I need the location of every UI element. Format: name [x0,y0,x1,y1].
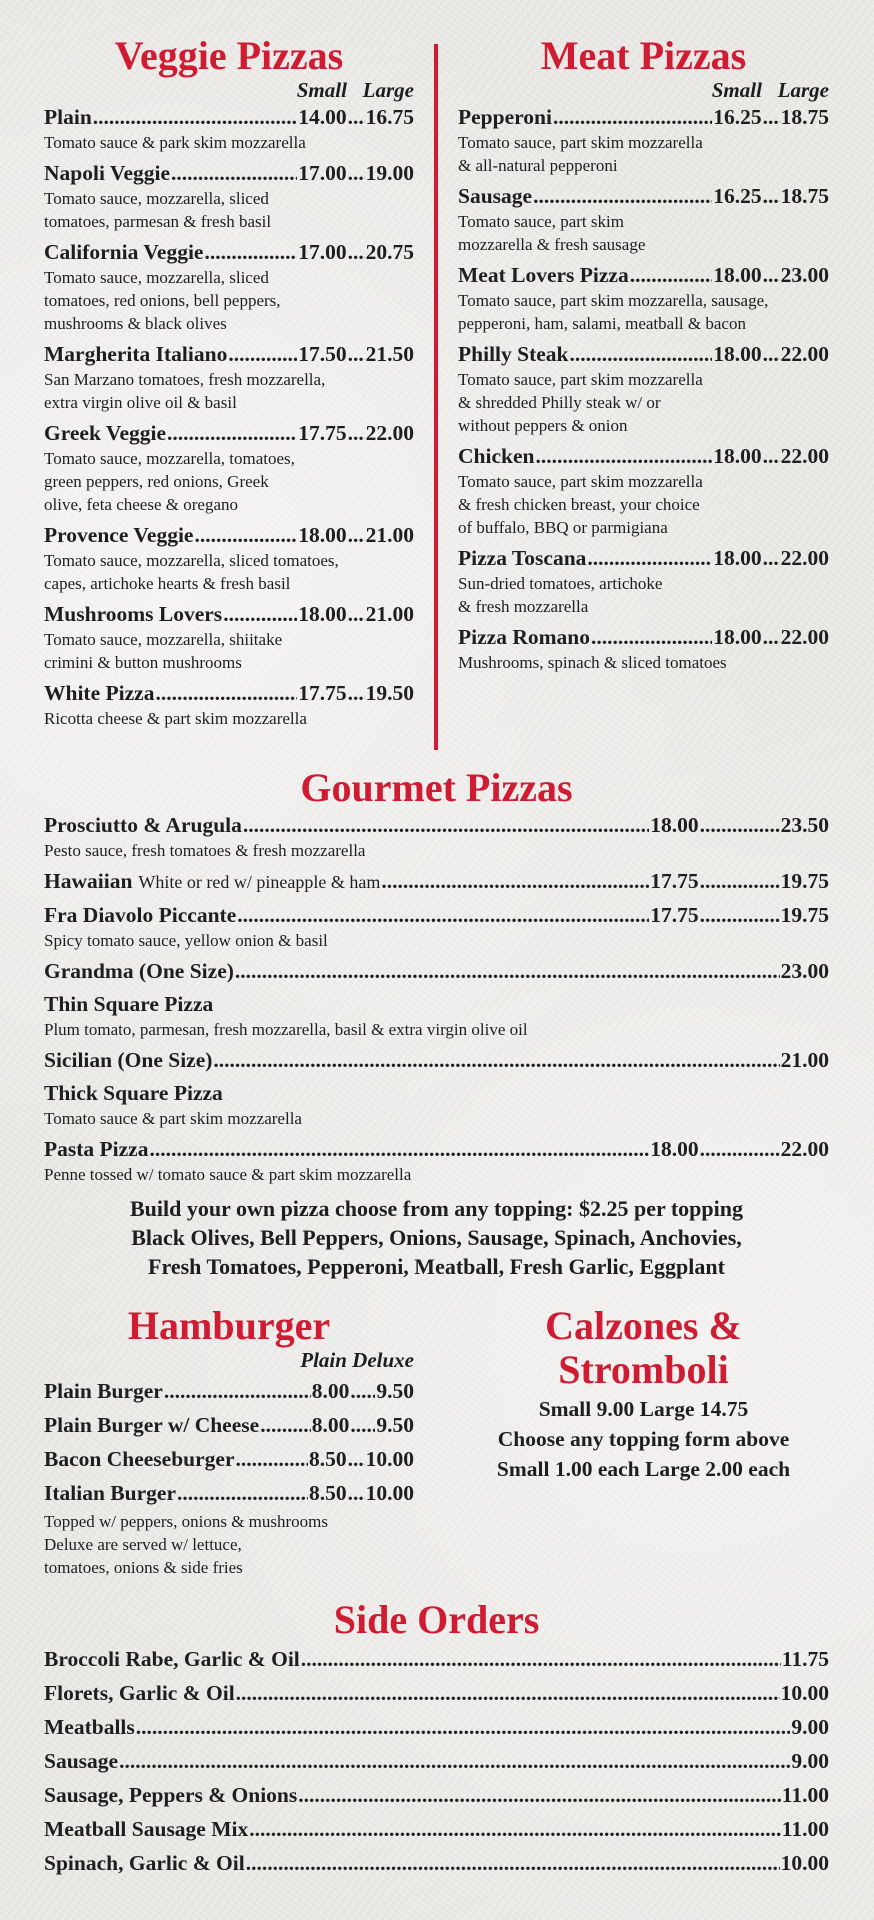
menu-item [458,624,829,680]
leader-dots [348,680,365,707]
leader-dots [350,1374,375,1408]
leader-dots [381,868,649,895]
menu-item [44,420,414,522]
leader-dots [348,341,365,368]
item-name: White Pizza [44,681,155,705]
spacer [44,1186,829,1192]
item-name: Prosciutto & Arugula [44,813,242,837]
size-small-label: Small [296,78,347,102]
item-description: green peppers, red onions, Greek [44,472,269,491]
leader-dots [164,1374,311,1408]
item-name: Margherita Italiano [44,342,228,366]
price-large: 22.00 [780,342,829,366]
menu-item-row [44,812,829,839]
price-large: 19.50 [365,681,414,705]
item-description: Mushrooms, spinach & sliced tomatoes [458,653,727,672]
price-large: 23.00 [780,263,829,287]
menu-item-row [44,1136,829,1163]
menu-item [458,545,829,624]
leader-dots [246,1846,780,1880]
menu-item [44,601,414,680]
hamburger-size-header: Plain Deluxe [300,1348,414,1372]
item-name: Sicilian (One Size) [44,1048,213,1072]
leader-dots [763,183,780,210]
side-orders-title: Side Orders [333,1597,540,1642]
menu-item [44,239,414,341]
item-name: Florets, Garlic & Oil [44,1681,235,1705]
leader-dots [301,1642,781,1676]
item-description: capes, artichoke hearts & fresh basil [44,574,291,593]
leader-dots [348,239,365,266]
menu-item [44,1080,829,1136]
item-name: Plain [44,105,92,129]
item-name: Hawaiian [44,869,133,893]
price-small: 16.25 [713,105,762,129]
item-name: Plain Burger w/ Cheese [44,1413,260,1437]
price-small: 18.00 [298,602,347,626]
leader-dots [700,902,780,929]
menu-item [458,183,829,262]
meat-item-list [458,104,829,680]
leader-dots [348,420,365,447]
item-name: Spinach, Garlic & Oil [44,1851,245,1875]
hamburger-note: Topped w/ peppers, onions & mushrooms [44,1512,329,1531]
item-description: Ricotta cheese & part skim mozzarella [44,709,307,728]
calzones-section [458,1304,829,1484]
item-name: Thick Square Pizza [44,1081,223,1105]
menu-item [44,522,414,601]
leader-dots [223,601,297,628]
leader-dots [763,104,780,131]
menu-item-row [44,1374,414,1408]
spacer [44,730,414,736]
menu-item [44,1047,829,1080]
leader-dots [149,1136,649,1163]
item-description: Plum tomato, parmesan, fresh mozzarella, basil & extra virgin olive oil [44,1020,528,1039]
menu-item-row [44,522,414,549]
price-large: 22.00 [780,444,829,468]
menu-item-row [458,183,829,210]
item-description: Tomato sauce, part skim [458,212,624,231]
price-large: 23.50 [780,813,829,837]
veggie-size-header [44,78,414,102]
leader-dots [136,1710,791,1744]
item-name: Philly Steak [458,342,569,366]
item-description: Pesto sauce, fresh tomatoes & fresh mozzarella [44,841,366,860]
item-name: Broccoli Rabe, Garlic & Oil [44,1647,300,1671]
menu-item-row [44,104,414,131]
price-small: 14.00 [298,105,347,129]
price-large: 22.00 [780,1137,829,1161]
price-deluxe: 9.50 [376,1413,414,1437]
hamburger-notes [44,1510,414,1579]
leader-dots [348,160,365,187]
item-name: Provence Veggie [44,523,194,547]
veggie-item-list [44,104,414,736]
leader-dots [348,1476,365,1510]
leader-dots [535,443,712,470]
item-name: Greek Veggie [44,421,167,445]
menu-item-row [44,991,829,1018]
item-inline-description: White or red w/ pineapple & ham [138,872,381,892]
price-plain: 8.50 [309,1447,347,1471]
price: 11.00 [781,1783,829,1807]
hamburger-section [44,1304,414,1579]
leader-dots [763,341,780,368]
calzones-title-line: Calzones & [545,1303,742,1348]
item-description: Sun-dried tomatoes, artichoke [458,574,663,593]
leader-dots [763,443,780,470]
item-description: Tomato sauce & park skim mozzarella [44,133,306,152]
leader-dots [570,341,713,368]
leader-dots [235,958,780,985]
leader-dots [700,868,780,895]
item-name: Pizza Romano [458,625,590,649]
menu-item [44,958,829,991]
price: 9.00 [791,1715,829,1739]
leader-dots [348,522,365,549]
leader-dots [93,104,297,131]
item-description: & all-natural pepperoni [458,156,618,175]
column-divider [434,44,438,750]
leader-dots [350,1408,375,1442]
side-orders-section [44,1598,829,1880]
menu-item [458,341,829,443]
spacer [458,674,829,680]
price-large: 21.00 [365,602,414,626]
leader-dots [763,624,780,651]
side-item-list [44,1642,829,1880]
price: 10.00 [780,1851,829,1875]
item-name: Pepperoni [458,105,552,129]
menu-item-row [44,1744,829,1778]
gourmet-item-list [44,812,829,1192]
leader-dots [237,902,649,929]
leader-dots [194,522,297,549]
leader-dots [213,1047,779,1074]
menu-item [44,680,414,736]
item-description: Tomato sauce, part skim mozzarella [458,472,703,491]
menu-item [44,160,414,239]
menu-item [458,104,829,183]
item-name: Sausage [458,184,533,208]
item-description: mushrooms & black olives [44,314,227,333]
price-large: 22.00 [780,625,829,649]
price: 23.00 [780,959,829,983]
item-description: Tomato sauce, part skim mozzarella, sausage, [458,291,769,310]
item-name: Meatball Sausage Mix [44,1817,249,1841]
toppings-section [44,1194,829,1281]
price-large: 18.75 [780,184,829,208]
price-deluxe: 10.00 [365,1447,414,1471]
price-small: 18.00 [713,263,762,287]
price-large: 21.00 [365,523,414,547]
price-small: 16.25 [713,184,762,208]
menu-item-row [44,160,414,187]
menu-item-row [44,1778,829,1812]
calzones-title-line: Stromboli [558,1347,729,1392]
leader-dots [236,1442,309,1476]
menu-item-row [44,1408,414,1442]
leader-dots [243,812,649,839]
menu-item-row [44,1476,414,1510]
price: 10.00 [780,1681,829,1705]
item-name: Fra Diavolo Piccante [44,903,237,927]
price-large: 22.00 [365,421,414,445]
item-description: San Marzano tomatoes, fresh mozzarella, [44,370,326,389]
menu-item-row [44,1710,829,1744]
price-small: 18.00 [713,625,762,649]
leader-dots [171,160,297,187]
item-description: without peppers & onion [458,416,628,435]
menu-item-row [44,868,829,896]
price-small: 18.00 [298,523,347,547]
size-small-label: Small [711,78,762,102]
item-name: Thin Square Pizza [44,992,214,1016]
leader-dots [587,545,712,572]
menu-item [458,443,829,545]
menu-item-row [458,104,829,131]
item-name: Mushrooms Lovers [44,602,223,626]
menu-item-row [44,239,414,266]
item-description: Tomato sauce, part skim mozzarella [458,370,703,389]
menu-item-row [458,262,829,289]
menu-item [44,868,829,902]
menu-item-row [44,1642,829,1676]
price-large: 19.75 [780,903,829,927]
calzones-price: Small 9.00 Large 14.75 [538,1397,749,1421]
menu-item-row [44,1442,414,1476]
toppings-list-line: Fresh Tomatoes, Pepperoni, Meatball, Fresh Garlic, Eggplant [148,1254,725,1279]
size-large-label: Large [362,78,414,102]
menu-item [44,1136,829,1192]
menu-item-row [458,545,829,572]
menu-item [44,104,414,160]
price-large: 19.75 [780,869,829,893]
item-name: Chicken [458,444,535,468]
menu-item-row [44,420,414,447]
item-description: & shredded Philly steak w/ or [458,393,661,412]
leader-dots [553,104,712,131]
hamburger-note: Deluxe are served w/ lettuce, [44,1535,242,1554]
price-small: 17.75 [650,869,699,893]
price: 11.75 [781,1647,829,1671]
menu-item-row [44,958,829,985]
item-description: Tomato sauce, mozzarella, tomatoes, [44,449,295,468]
menu-item [44,902,829,958]
leader-dots [119,1744,790,1778]
gourmet-pizzas-title: Gourmet Pizzas [300,765,573,810]
price-large: 16.75 [365,105,414,129]
price-small: 18.00 [650,813,699,837]
calzones-topping-price: Small 1.00 each Large 2.00 each [496,1457,791,1481]
price: 11.00 [781,1817,829,1841]
price-large: 20.75 [365,240,414,264]
item-name: Meat Lovers Pizza [458,263,629,287]
leader-dots [700,1136,780,1163]
leader-dots [249,1812,781,1846]
leader-dots [204,239,297,266]
item-name: Sausage, Peppers & Onions [44,1783,298,1807]
item-description: & fresh chicken breast, your choice [458,495,700,514]
item-description: Tomato sauce, mozzarella, sliced [44,189,269,208]
price-deluxe: 10.00 [365,1481,414,1505]
price-small: 18.00 [650,1137,699,1161]
leader-dots [177,1476,308,1510]
hamburger-title: Hamburger [127,1303,331,1348]
price-small: 17.75 [650,903,699,927]
leader-dots [630,262,713,289]
leader-dots [348,104,365,131]
menu-item [458,262,829,341]
leader-dots [763,262,780,289]
item-name: Bacon Cheeseburger [44,1447,235,1471]
price-small: 18.00 [713,444,762,468]
item-description: & fresh mozzarella [458,597,589,616]
price-small: 18.00 [713,546,762,570]
calzones-topping-note: Choose any topping form above [497,1427,790,1451]
price-plain: 8.00 [311,1413,350,1437]
price-large: 18.75 [780,105,829,129]
price-small: 18.00 [713,342,762,366]
menu-item-row [44,1812,829,1846]
item-name: Pizza Toscana [458,546,587,570]
menu-item-row [44,1676,829,1710]
item-name: Plain Burger [44,1379,163,1403]
price: 9.00 [791,1749,829,1773]
item-description: Tomato sauce, mozzarella, sliced tomatoes, [44,551,339,570]
meat-size-header [458,78,829,102]
leader-dots [763,545,780,572]
item-description: tomatoes, parmesan & fresh basil [44,212,272,231]
leader-dots [260,1408,311,1442]
item-description: extra virgin olive oil & basil [44,393,237,412]
price-small: 17.75 [298,681,347,705]
item-description: Tomato sauce, part skim mozzarella [458,133,703,152]
leader-dots [167,420,297,447]
item-name: Meatballs [44,1715,135,1739]
item-name: Pasta Pizza [44,1137,149,1161]
menu-item-row [44,902,829,929]
price-plain: 8.50 [309,1481,347,1505]
meat-pizzas-title: Meat Pizzas [540,33,747,78]
price: 21.00 [780,1048,829,1072]
menu-item-row [458,624,829,651]
hamburger-note: tomatoes, onions & side fries [44,1558,243,1577]
price-large: 22.00 [780,546,829,570]
size-large-label: Large [777,78,829,102]
price-large: 21.50 [365,342,414,366]
item-name: California Veggie [44,240,204,264]
item-description: Spicy tomato sauce, yellow onion & basil [44,931,328,950]
veggie-pizzas-section [44,34,414,736]
item-name: Grandma (One Size) [44,959,234,983]
leader-dots [591,624,712,651]
item-description: pepperoni, ham, salami, meatball & bacon [458,314,746,333]
toppings-price-line: Build your own pizza choose from any topping: $2.25 per topping [129,1196,744,1221]
item-description: Tomato sauce & part skim mozzarella [44,1109,302,1128]
leader-dots [236,1676,780,1710]
price-small: 17.00 [298,240,347,264]
menu-item-row [458,341,829,368]
menu-item [44,991,829,1047]
leader-dots [700,812,780,839]
leader-dots [348,601,365,628]
item-name: Napoli Veggie [44,161,171,185]
menu-item-row [44,1047,829,1074]
price-large: 19.00 [365,161,414,185]
item-description: Tomato sauce, mozzarella, shiitake [44,630,283,649]
meat-pizzas-section [458,34,829,680]
item-name: Sausage [44,1749,119,1773]
menu-item [44,812,829,868]
item-description: mozzarella & fresh sausage [458,235,646,254]
item-name: Italian Burger [44,1481,176,1505]
price-small: 17.00 [298,161,347,185]
veggie-pizzas-title: Veggie Pizzas [114,33,344,78]
leader-dots [155,680,297,707]
menu-item-row [44,601,414,628]
item-description: crimini & button mushrooms [44,653,242,672]
price-deluxe: 9.50 [376,1379,414,1403]
menu-item-row [44,680,414,707]
item-description: Tomato sauce, mozzarella, sliced [44,268,269,287]
price-plain: 8.00 [311,1379,350,1403]
calzones-title [458,1304,829,1392]
menu-item-row [44,341,414,368]
menu-item-row [44,1080,829,1107]
price-small: 17.75 [298,421,347,445]
price-small: 17.50 [298,342,347,366]
leader-dots [348,1442,365,1476]
menu-item-row [458,443,829,470]
toppings-list-line: Black Olives, Bell Peppers, Onions, Sausage, Spinach, Anchovies, [131,1225,742,1250]
item-description: of buffalo, BBQ or parmigiana [458,518,668,537]
item-description: Penne tossed w/ tomato sauce & part skim mozzarella [44,1165,412,1184]
gourmet-pizzas-section [44,766,829,1192]
leader-dots [298,1778,781,1812]
menu-item [44,341,414,420]
leader-dots [533,183,712,210]
menu-item-row [44,1846,829,1880]
hamburger-item-list [44,1374,414,1510]
item-description: tomatoes, red onions, bell peppers, [44,291,281,310]
leader-dots [228,341,297,368]
item-description: olive, feta cheese & oregano [44,495,238,514]
